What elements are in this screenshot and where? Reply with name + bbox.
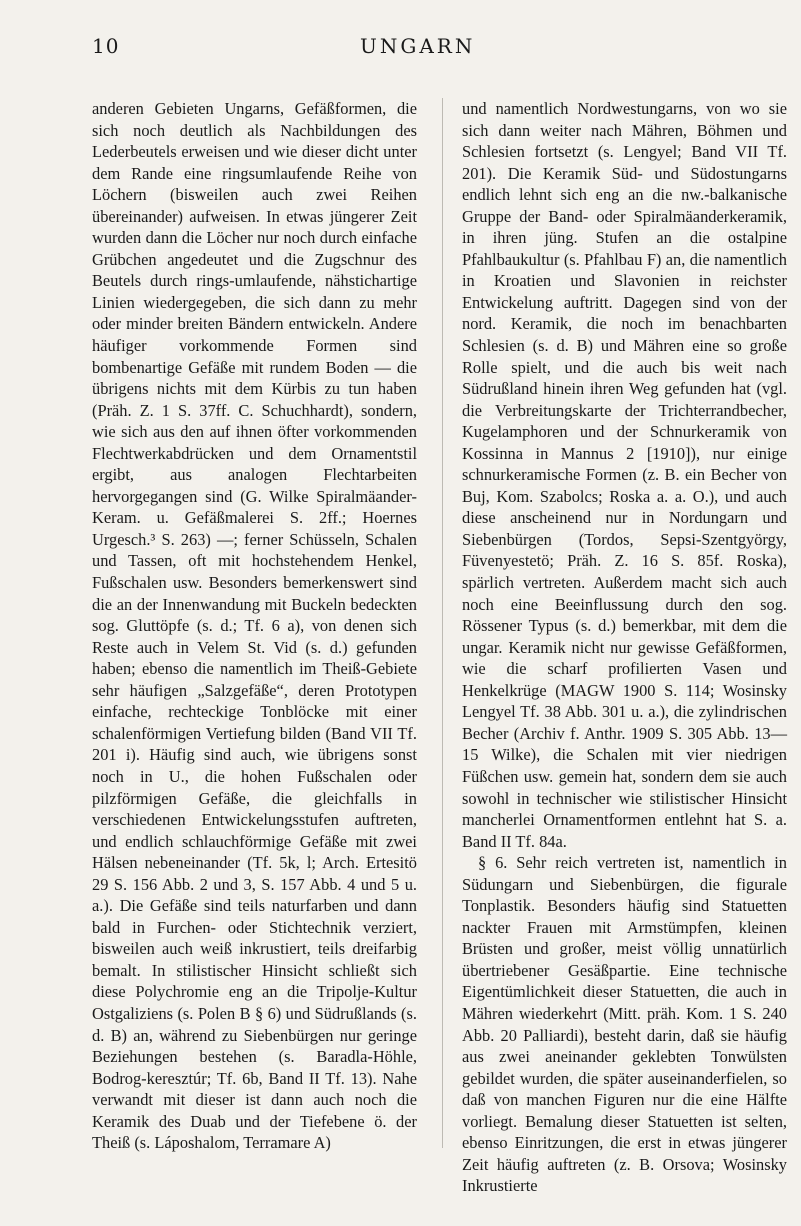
- running-head: UNGARN: [360, 34, 476, 58]
- left-column: [92, 98, 417, 1154]
- right-column-paragraph-2: § 6. Sehr reich vertreten ist, namentlich in Südungarn und Siebenbürgen, die figurale Tonplastik. Besonders häufig sind Statuetten nackter Frauen mit Armstümpfen, kleinen Brüsten und großer, meist völlig unnatürlich übertriebener Gesäßpartie. Eine technische Eigentümlichkeit dieser Statuetten, die auch in Mähren wiederkehrt (Mitt. präh. Kom. 1 S. 240 Abb. 20 Palliardi), besteht darin, daß sie häufig aus zwei aneinander geklebten Tonwülsten gebildet wurden, die später auseinanderfielen, so daß von manchen Figuren nur die eine Hälfte vorliegt. Bemalung dieser Statuetten ist selten, ebenso Einritzungen, die erst in etwas jüngerer Zeit häufig auftreten (z. B. Orsova; Wosinsky Inkrustierte: [462, 853, 787, 1196]
- right-column-paragraph-1: und namentlich Nordwestungarns, von wo sie sich dann weiter nach Mähren, Böhmen und Schlesien fortsetzt (s. Lengyel; Band VII Tf. 201). Die Keramik Süd- und Südostungarns endlich lehnt sich eng an die nw.-balkanische Gruppe der Band- oder Spiralmäanderkeramik, in ihren jüng. Stufen an die ostalpine Pfahlbaukultur (s. Pfahlbau F) an, die namentlich in Kroatien und Slavonien in reichster Entwickelung auftritt. Dagegen sind von der nord. Keramik, die noch im benachbarten Schlesien (s. d. B) und Mähren eine so große Rolle spielt, und die auch bis weit nach Südrußland hinein ihren Weg gefunden hat (vgl. die Verbreitungskarte der Trichterrandbecher, Kugelamphoren und der Schnurkeramik von Kossinna in Mannus 2 [1910]), nur einige schnurkeramische Formen (z. B. ein Becher von Buj, Kom. Szabolcs; Roska a. a. O.), und auch diese anscheinend nur in Nordungarn und Siebenbürgen (Tordos, Sepsi-Szentgyörgy, Füvenyestetö; Präh. Z. 16 S. 85f. Roska), spärlich vertreten. Außerdem macht sich auch noch eine Beeinflussung durch den sog. Rössener Typus (s. d.) bemerkbar, mit dem die ungar. Keramik nicht nur gewisse Gefäßformen, wie die scharf profilierten Vasen und Henkelkrüge (MAGW 1900 S. 114; Wosinsky Lengyel Tf. 38 Abb. 301 u. a.), die zylindrischen Becher (Archiv f. Anthr. 1909 S. 305 Abb. 13—15 Wilke), die Schalen mit vier niedrigen Füßchen usw. gemein hat, sondern dem sie auch sowohl in technischer wie stilistischer Hinsicht mancherlei Ornamentformen entlehnt hat S. a. Band II Tf. 84a.: [462, 99, 787, 851]
- right-column: [462, 98, 787, 1197]
- page-number: 10: [92, 34, 120, 58]
- column-divider: [442, 98, 443, 1148]
- left-column-paragraph: anderen Gebieten Ungarns, Gefäßformen, die sich noch deutlich als Nachbildungen des Lederbeutels erweisen und wie dieser dicht unter dem Rande eine ringsumlaufende Reihe von Löchern (bisweilen auch zwei Reihen übereinander) aufweisen. In etwas jüngerer Zeit wurden dann die Löcher nur noch durch einfache Grübchen angedeutet und die Zugschnur des Beutels durch rings-umlaufende, nähstichartige Linien wiedergegeben, die sich dann zu mehr oder minder breiten Bändern entwickeln. Andere häufiger vorkommende Formen sind bombenartige Gefäße mit rundem Boden — die übrigens nichts mit dem Kürbis zu tun haben (Präh. Z. 1 S. 37ff. C. Schuchhardt), sondern, wie sich aus den auf ihnen öfter vorkommenden Flechtwerkabdrücken und dem Ornamentstil ergibt, aus analogen Flechtarbeiten hervorgegangen sind (G. Wilke Spiralmäander-Keram. u. Gefäßmalerei S. 2ff.; Hoernes Urgesch.³ S. 263) —; ferner Schüsseln, Schalen und Tassen, oft mit hochstehendem Henkel, Fußschalen usw. Besonders bemerkenswert sind die an der Innenwandung mit Buckeln bedeckten sog. Gluttöpfe (s. d.; Tf. 6 a), von denen sich Reste auch in Velem St. Vid (s. d.) gefunden haben; ebenso die namentlich im Theiß-Gebiete sehr häufigen „Salzgefäße“, deren Prototypen einfache, rechteckige Tonblöcke mit einer schalenförmigen Vertiefung bilden (Band VII Tf. 201 i). Häufig sind auch, wie übrigens sonst noch in U., die hohen Fußschalen oder pilzförmigen Gefäße, die gleichfalls in verschiedenen Entwickelungsstufen auftreten, und endlich schlauchförmige Gefäße mit zwei Hälsen nebeneinander (Tf. 5k, l; Arch. Ertesitö 29 S. 156 Abb. 2 und 3, S. 157 Abb. 4 und 5 u. a.). Die Gefäße sind teils naturfarben und dann bald in Furchen- oder Stichtechnik verziert, bisweilen auch weiß inkrustiert, teils dreifarbig bemalt. In stilistischer Hinsicht schließt sich diese Polychromie eng an die Tripolje-Kultur Ostgaliziens (s. Polen B § 6) und Südrußlands (s. d. B) an, während zu Siebenbürgen nur geringe Beziehungen bestehen (s. Baradla-Höhle, Bodrog-keresztúr; Tf. 6b, Band II Tf. 13). Nahe verwandt mit dieser ist dann auch noch die Keramik des Duab und der Tiefebene ö. der Theiß (s. Láposhalom, Terramare A): [92, 99, 417, 1153]
